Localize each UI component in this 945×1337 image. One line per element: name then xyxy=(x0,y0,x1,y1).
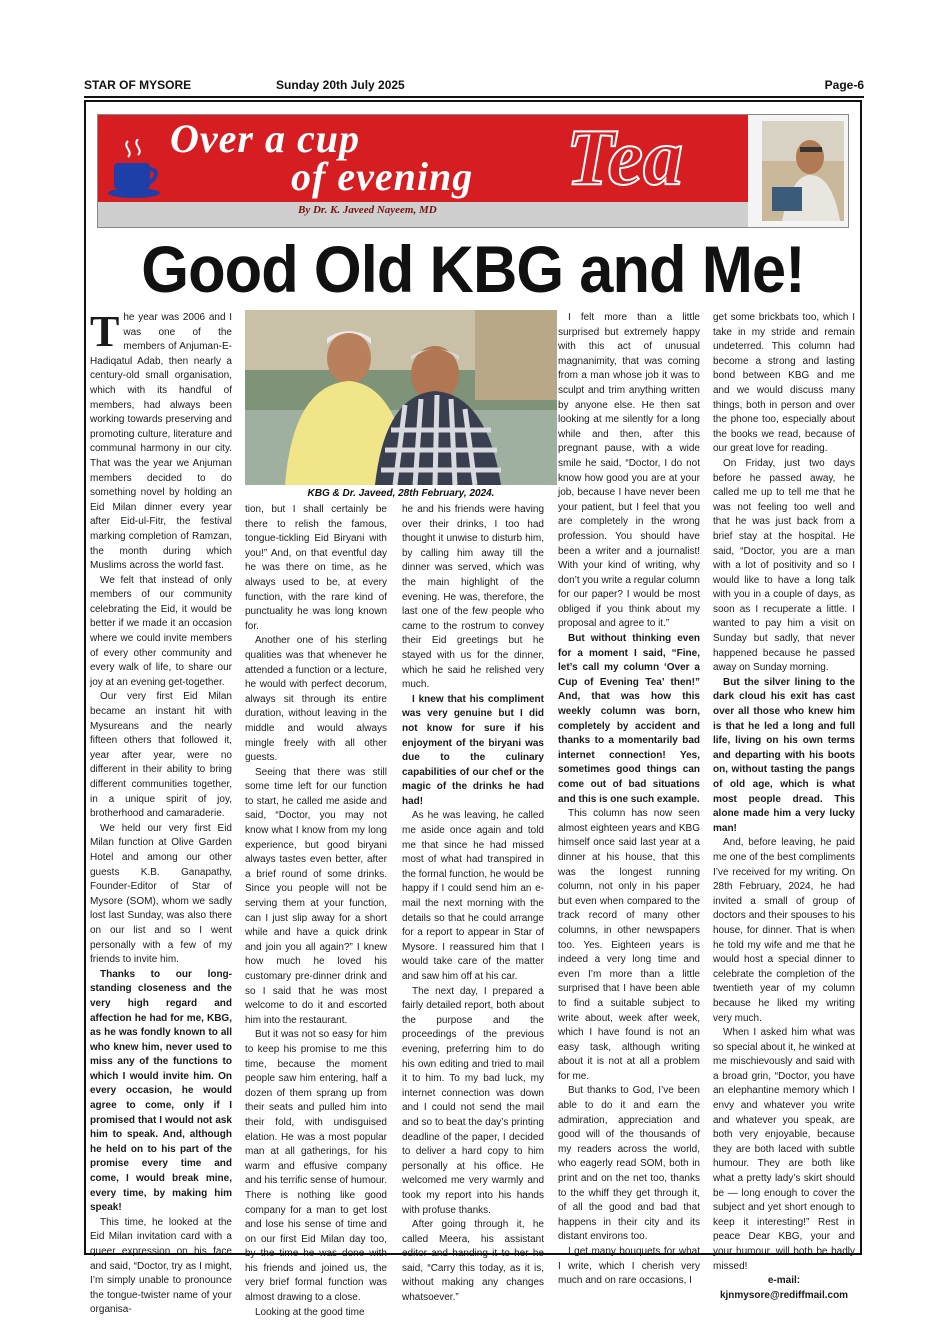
issue-date: Sunday 20th July 2025 xyxy=(276,78,405,92)
headline: Good Old KBG and Me! xyxy=(141,232,805,306)
email-label: e-mail: xyxy=(767,1275,801,1287)
col1-paragraph: Our very first Eid Milan became an instant hit with Mysureans and the nearly fifteen others that followed it, year after year, were no different in their ability to bring different communities together, in a unique spirit of joy, brotherhood and camaraderie. xyxy=(90,691,232,820)
col5-paragraph: But the silver lining to the dark cloud his exit has cast over all those who knew him is that he led a long and full life, living on his own terms and departing with his boots on, without tasting the pangs of old age, which is what most people dread. This alone made him a very lucky man! xyxy=(713,676,855,834)
column-banner xyxy=(97,114,849,228)
paper-name: STAR OF MYSORE xyxy=(84,78,192,92)
col3-paragraph: he and his friends were having over their drinks, I too had thought it unwise to disturb him, by calling him away till the dinner was served, which was the main highlight of the evening. He was, therefore, the last one of the few people who came to the rostrum to convey their Eid greetings but he stayed with us for the dinner, which he said he relished very much. xyxy=(402,504,544,691)
author-portrait xyxy=(762,121,844,221)
col1-paragraph: he year was 2006 and I was one of the members of Anjuman-E-Hadiqatul Adab, then nearly a century-old small organisation, which with its handful of members, had always been working towards preserving and promoting culture, literature and communal harmony in our city. That was the year we Anjuman members decided to do something novel by holding an Eid Milan dinner every year after Eid-ul-Fitr, the festival marking completion of Ramzan, the month during which Muslims across the world fast. xyxy=(90,312,232,572)
article-photo xyxy=(245,310,557,485)
header-rule xyxy=(84,96,864,98)
col1-paragraph: Thanks to our long-standing closeness and the very high regard and affection he had for me, KBG, as he was fondly known to all who knew him, never used to miss any of the functions to which I would invite him. On every occasion, he would agree to come, only if I promised that I would not ask him to speak. And, although he held on to his part of the promise every time and come, I would break mine, every time, by making him speak! xyxy=(90,968,232,1214)
author-email: kjnmysore@rediffmail.com xyxy=(719,1289,849,1301)
col4-paragraph: But thanks to God, I’ve been able to do it and earn the admiration, appreciation and good will of the thousands of my readers across the world, who eagerly read SOM, both in print and on the net too, thanks to the whiff they get through it, of all the good and bad that happens in their city and its distant environs too. xyxy=(558,1085,700,1243)
col2-paragraph: Looking at the good time xyxy=(255,1306,365,1318)
article-column-2 xyxy=(245,503,387,1320)
article-column-1 xyxy=(90,307,232,1318)
col3-paragraph: After going through it, he called Meera, his assistant editor and handing it to her he said, “Carry this today, as it is, without making any changes whatsoever.” xyxy=(402,1219,544,1304)
banner-tea-word: Tea xyxy=(566,114,684,202)
byline: By Dr. K. Javeed Nayeem, MD xyxy=(298,204,437,216)
page-header xyxy=(84,78,864,94)
col3-paragraph: As he was leaving, he called me aside once again and told me that since he had missed most of what had transpired in the formal function, he would be happy if I could send him an e-mail the next morning with the details so that he could arrange for a report to appear in Star of Mysore. I reassured him that I would take care of the matter and saw him off at his car. xyxy=(402,810,544,982)
col4-paragraph: This column has now seen almost eighteen years and KBG himself once said last year at a dinner at his house, that this was the longest running column, not only in his paper but even when compared to the track record of many other columns, in other newspapers too. Yes. Eighteen years is indeed a very long time and even I’m more than a little surprised that I have been able to find a suitable subject to write about, week after week, which I have found is not an easy task, although writing about it is not at all a problem for me. xyxy=(558,808,700,1082)
article-column-3 xyxy=(402,503,544,1306)
col3-paragraph: The next day, I prepared a fairly detailed report, both about the purpose and the proceedings of the previous evening, preferring him to do his own editing and tried to mail it to him. To my bad luck, my internet connection was down and I could not send the mail and so to beat the day’s printing deadline of the paper, I decided to deliver a hard copy to him personally at his office. He welcomed me very warmly and took my report into his hands with profuse thanks. xyxy=(402,985,544,1216)
col5-paragraph: On Friday, just two days before he passed away, he called me up to tell me that he was not feeling too well and that he was just back from a brief stay at the hospital. He said, “Doctor, you are a man with a lot of positivity and so I would like to have a long talk with you in a couple of days, as soon as I recuperate a little. I wanted to pay him a visit on Sunday but sadly, that never happened because he passed away on Sunday morning. xyxy=(713,457,855,674)
col5-paragraph: When I asked him what was so special about it, he winked at me mischievously and said with a broad grin, “Doctor, you have an elephantine memory which I envy and whatever you write and whatever you speak, are both very enjoyable, because they are both laced with subtle humour. They are both like what a pretty lady’s skirt should be — long enough to cover the subject and yet short enough to keep it interesting!” Rest in peace Dear KBG, your and your humour, will both be badly missed! xyxy=(713,1027,855,1272)
col2-paragraph: Another one of his sterling qualities was that whenever he attended a function or a lecture, he would with perfect decorum, always sit through its entire duration, without leaving in the middle and would always mingle freely with all other guests. xyxy=(245,635,387,764)
banner-line-1: Over a cup xyxy=(170,116,360,161)
article-column-4 xyxy=(558,311,700,1289)
col2-paragraph: But it was not so easy for him to keep his promise to me this time, because the moment people saw him entering, half a dozen of them sprang up from their seats and pulled him into their fold, with undisguised elation. He was a most popular man at all gatherings, for his warm and effusive company and his terrific sense of humour. There is nothing like good company for a man to get lost and lose his sense of time and on our first Eid Milan day too, by the time he was done with his friends and joined us, the very brief formal function was almost drawing to a close. xyxy=(245,1029,387,1304)
article-column-5 xyxy=(713,311,855,1303)
col5-paragraph: get some brickbats too, which I take in my stride and remain undeterred. This column had become a strong and lasting bond between KBG and me and we would discuss many things, both in person and over the phone too, especially about the books we read, because of our great love for reading. xyxy=(713,312,855,455)
col1-paragraph: This time, he looked at the Eid Milan invitation card with a queer expression on his face and said, “Doctor, try as I might, I’m simply unable to pronounce the tongue-twister name of your organisa- xyxy=(90,1216,232,1316)
col2-paragraph: Seeing that there was still some time left for our function to start, he called me aside and said, “Doctor, you may not know what I know from my long experience, but good biryani always tastes even better, after a brief round of some drinks. Since you people will not be serving them at your function, can I just slip away for a short while and have a quick drink and join you all again?” I knew how much he loved his customary pre-dinner drink and so I said that he was most welcome to do it and escorted him into the restaurant. xyxy=(245,766,387,1026)
col3-paragraph: I knew that his compliment was very genuine but I did not know for sure if his enjoyment of the biryani was due to the culinary capabilities of our chef or the magic of the drinks he had had! xyxy=(402,693,544,807)
col4-paragraph: I felt more than a little surprised but extremely happy with this act of unusual magnanimity, that was coming from a man whose job it was to sculpt and trim anything written by anyone else. He then sat looking at me silently for a long while and then, after this pregnant pause, with a wide smile he said, “Doctor, I do not know how good you are at your job, because I have never been your patient, but I feel that you are completely in the wrong profession. You should have been a writer and a journalist! With your kind of writing, why don’t you write a regular column for our paper? I would be most obliged if you think about my proposal and agree to it.” xyxy=(558,312,700,630)
col1-paragraph: We held our very first Eid Milan function at Olive Garden Hotel and among our other guests K.B. Ganapathy, Founder-Editor of Star of Mysore (SOM), whom we sadly lost last Sunday, was also there on our list and so I went personally with a few of my friends to invite him. xyxy=(90,822,232,966)
col4-paragraph: I get many bouquets for what I write, which I cherish very much and on rare occasions, I xyxy=(558,1246,700,1287)
col1-paragraph: We felt that instead of only members of our community celebrating the Eid, it would be better if we made it an occasion where we could invite members of every other community and every walk of life, to share our joy at an evening get-together. xyxy=(90,574,232,688)
banner-line-2: of evening xyxy=(291,154,474,199)
col5-paragraph: And, before leaving, he paid me one of the best compliments I’ve received for my writing. On 28th February, 2024, he had invited a small of group of doctors and their spouses to his house, for dinner. That is when he told my wife and me that he would host a special dinner to celebrate the completion of the twentieth year of my column because he liked my writing very much. xyxy=(713,837,855,1024)
col4-paragraph: But without thinking even for a moment I said, “Fine, let’s call my column ‘Over a Cup of Evening Tea’ then!” And, that was how this weekly column was born, completely by accident and thanks to a momentarily bad internet connection! Yes, sometimes good things can come out of bad situations and this is one such example. xyxy=(558,633,700,805)
teacup-icon xyxy=(106,139,170,201)
drop-cap: T xyxy=(90,307,120,356)
col2-paragraph: tion, but I shall certainly be there to relish the famous, tongue-tickling Eid Biryani with you!” And, on that eventful day he was there on time, as he always used to be, at every function, with the rare kind of punctuality he was long known for. xyxy=(245,504,387,632)
page-number: Page-6 xyxy=(824,78,864,92)
photo-caption: KBG & Dr. Javeed, 28th February, 2024. xyxy=(307,488,495,499)
